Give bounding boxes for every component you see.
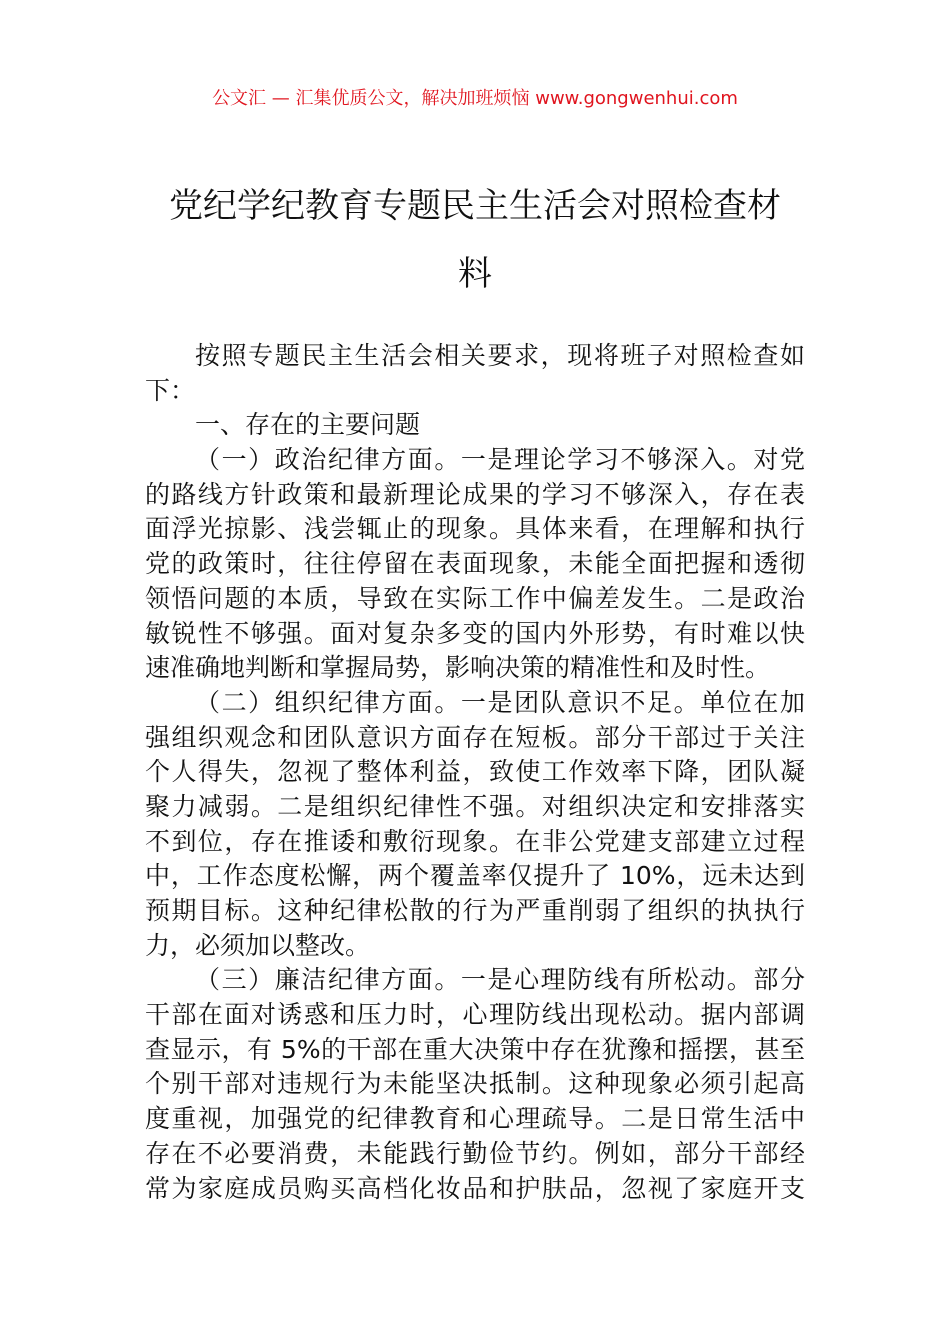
text-line: 常为家庭成员购买高档化妆品和护肤品，忽视了家庭开支 <box>145 1173 805 1203</box>
text-line: 预期目标。这种纪律松散的行为严重削弱了组织的执执行 <box>145 896 805 925</box>
text-line: 面浮光掠影、浅尝辄止的现象。具体来看，在理解和执行 <box>145 514 805 544</box>
text-line: 个别干部对违规行为未能坚决抵制。这种现象必须引起高 <box>145 1069 805 1099</box>
header-banner-watermark: 公文汇 — 汇集优质公文，解决加班烦恼 www.gongwenhui.com <box>212 88 738 109</box>
document-title-line-2: 料 <box>458 254 492 294</box>
text-line: 的路线方针政策和最新理论成果的学习不够深入，存在表 <box>145 479 805 509</box>
text-line: 不到位，存在推诿和敷衍现象。在非公党建支部建立过程 <box>145 826 805 856</box>
text-line: 敏锐性不够强。面对复杂多变的国内外形势，有时难以快 <box>145 618 805 648</box>
text-line: 速准确地判断和掌握局势，影响决策的精准性和及时性。 <box>145 653 771 683</box>
text-line: （三）廉洁纪律方面。一是心理防线有所松动。部分 <box>195 965 805 995</box>
text-line: 按照专题民主生活会相关要求，现将班子对照检查如 <box>195 341 805 370</box>
text-line: 干部在面对诱惑和压力时，心理防线出现松动。据内部调 <box>145 1000 805 1030</box>
paragraph-political-discipline <box>145 443 805 686</box>
paragraph-organizational-discipline <box>145 686 805 964</box>
text-line: 党的政策时，往往停留在表面现象，未能全面把握和透彻 <box>145 549 805 579</box>
text-line: 力，必须加以整改。 <box>145 930 371 960</box>
paragraph-integrity-discipline <box>145 963 805 1206</box>
text-line: 强组织观念和团队意识方面存在短板。部分干部过于关注 <box>145 722 805 752</box>
text-line: 度重视，加强党的纪律教育和心理疏导。二是日常生活中 <box>145 1104 805 1134</box>
text-line: 存在不必要消费，未能践行勤俭节约。例如，部分干部经 <box>145 1138 805 1168</box>
text-line: 中，工作态度松懈，两个覆盖率仅提升了 10%，远未达到 <box>145 861 805 891</box>
text-line: 聚力减弱。二是组织纪律性不强。对组织决定和安排落实 <box>145 791 805 821</box>
paragraph-intro <box>145 339 805 408</box>
text-line: （二）组织纪律方面。一是团队意识不足。单位在加 <box>195 687 805 717</box>
text-line: 个人得失，忽视了整体利益，致使工作效率下降，团队凝 <box>145 757 805 787</box>
section-heading <box>145 408 805 443</box>
text-line: 下： <box>145 375 196 405</box>
text-line: 领悟问题的本质，导致在实际工作中偏差发生。二是政治 <box>145 583 805 613</box>
text-line: 一、存在的主要问题 <box>195 410 421 440</box>
text-line: （一）政治纪律方面。一是理论学习不够深入。对党 <box>195 445 805 475</box>
document-title-line-1: 党纪学纪教育专题民主生活会对照检查材 <box>169 186 781 226</box>
text-line: 查显示，有 5%的干部在重大决策中存在犹豫和摇摆，甚至 <box>145 1034 805 1064</box>
document-body <box>145 339 805 1206</box>
